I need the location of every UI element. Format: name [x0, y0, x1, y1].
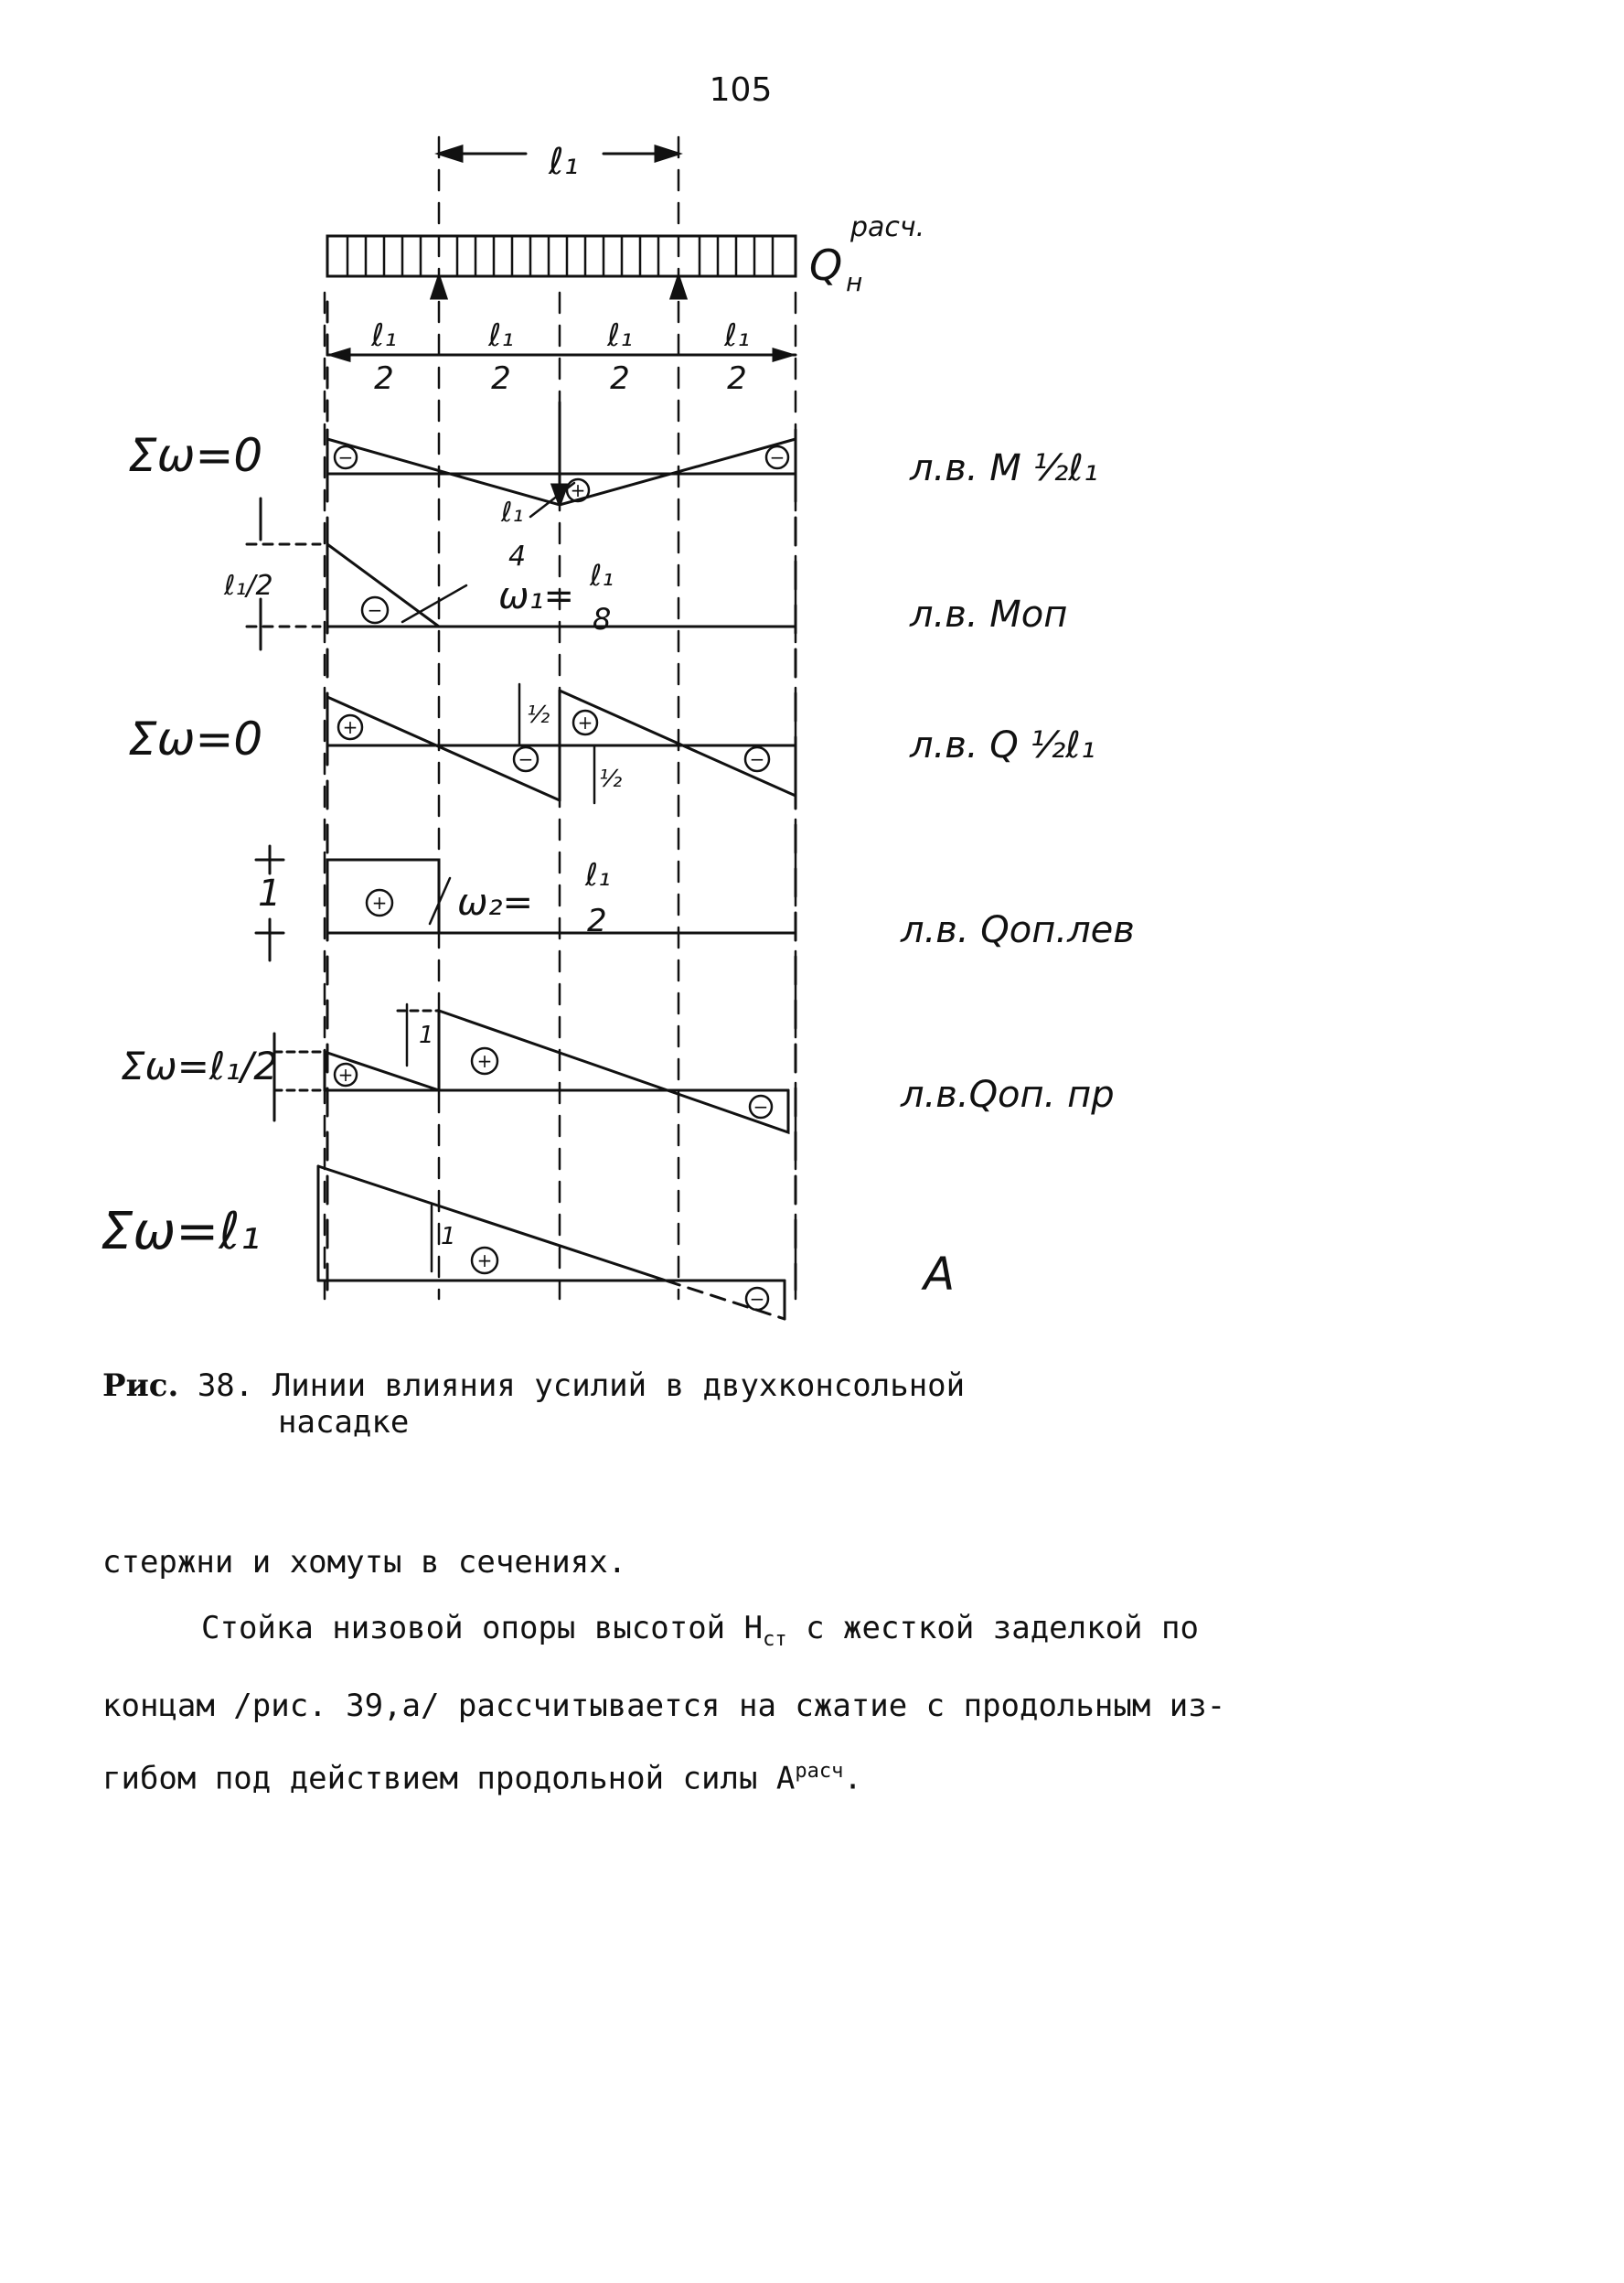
influence-line-m-half [327, 402, 796, 517]
svg-text:+: + [570, 479, 586, 501]
row6-left-label: Σω=ℓ₁ [101, 1202, 261, 1261]
svg-text:½: ½ [599, 766, 623, 793]
omega2-num: ℓ₁ [585, 857, 611, 894]
svg-text:1: 1 [441, 1223, 456, 1250]
load-label: Q [809, 241, 843, 290]
svg-text:−: − [769, 446, 785, 468]
svg-text:+: + [476, 1249, 493, 1271]
svg-text:+: + [342, 716, 358, 738]
paragraph-2-line-2: концам /рис. 39,а/ рассчитывается на сжатие с продольным из- [102, 1687, 1226, 1724]
caption-line-1 [102, 1367, 965, 1404]
load-beam [327, 236, 796, 298]
row4-left-label: 1 [258, 873, 282, 915]
svg-text:+: + [371, 892, 388, 914]
influence-line-q-half [327, 684, 796, 803]
svg-text:−: − [749, 1288, 765, 1310]
omega1-num: ℓ₁ [590, 558, 614, 593]
svg-text:ℓ₁: ℓ₁ [371, 317, 397, 354]
svg-text:2: 2 [727, 360, 747, 397]
caption-label: Рис. [102, 1367, 179, 1404]
caption-number: 38. [197, 1367, 254, 1404]
omega2-den: 2 [587, 903, 607, 939]
paragraph-2-line-3: гибом под действием продольной силы $A^{расч}$. [102, 1759, 862, 1797]
row1-left-label: Σω=0 [128, 429, 263, 482]
svg-text:−: − [753, 1096, 769, 1118]
svg-text:1: 1 [419, 1022, 434, 1049]
paragraph-1: стержни и хомуты в сечениях. [102, 1544, 627, 1581]
row3-left-label: Σω=0 [128, 713, 263, 766]
paragraph-2-line-1: Стойка низовой опоры высотой $H_{ст}$ с жесткой заделкой по [201, 1610, 1199, 1651]
figure-caption [102, 1367, 965, 1441]
page-number: 105 [709, 71, 773, 109]
caption-line-2: насадке [278, 1404, 410, 1441]
omega2-label: ω₂= [457, 882, 534, 924]
body-text [102, 1529, 1309, 1811]
row5-right-label: л.в.Qоп. пр [901, 1074, 1115, 1116]
svg-text:ℓ₁: ℓ₁ [724, 317, 750, 354]
omega1-label: ω₁= [498, 575, 575, 617]
load-sub: н [846, 267, 863, 297]
svg-text:2: 2 [610, 360, 630, 397]
load-sup: расч. [850, 211, 925, 243]
svg-text:−: − [518, 748, 534, 770]
row1-right-label: л.в. M ½ℓ₁ [910, 447, 1098, 489]
l1-over-4-den: 4 [508, 541, 527, 573]
caption-text: Линии влияния усилий в двухконсольной [272, 1367, 966, 1404]
svg-text:2: 2 [374, 360, 394, 397]
row3-right-label: л.в. Q ½ℓ₁ [910, 724, 1095, 766]
svg-text:−: − [749, 748, 765, 770]
l1-over-4-num: ℓ₁ [501, 497, 524, 529]
influence-line-reaction-a [318, 1166, 785, 1319]
svg-text:½: ½ [527, 702, 550, 729]
svg-text:ℓ₁: ℓ₁ [488, 317, 514, 354]
row4-right-label: л.в. Qоп.лев [901, 909, 1135, 951]
svg-text:+: + [577, 712, 593, 734]
svg-text:+: + [337, 1064, 354, 1086]
row2-left-label: ℓ₁/2 [224, 570, 273, 602]
svg-text:ℓ₁: ℓ₁ [607, 317, 633, 354]
row5-left-label: Σω=ℓ₁/2 [121, 1044, 278, 1088]
omega1-den: 8 [593, 602, 612, 637]
svg-text:+: + [476, 1050, 493, 1072]
svg-text:2: 2 [491, 360, 511, 397]
row6-right-label: A [924, 1248, 956, 1301]
row2-right-label: л.в. Mоп [910, 594, 1068, 636]
span-label: ℓ₁ [549, 141, 579, 183]
svg-text:−: − [367, 599, 383, 621]
svg-text:−: − [337, 446, 354, 468]
